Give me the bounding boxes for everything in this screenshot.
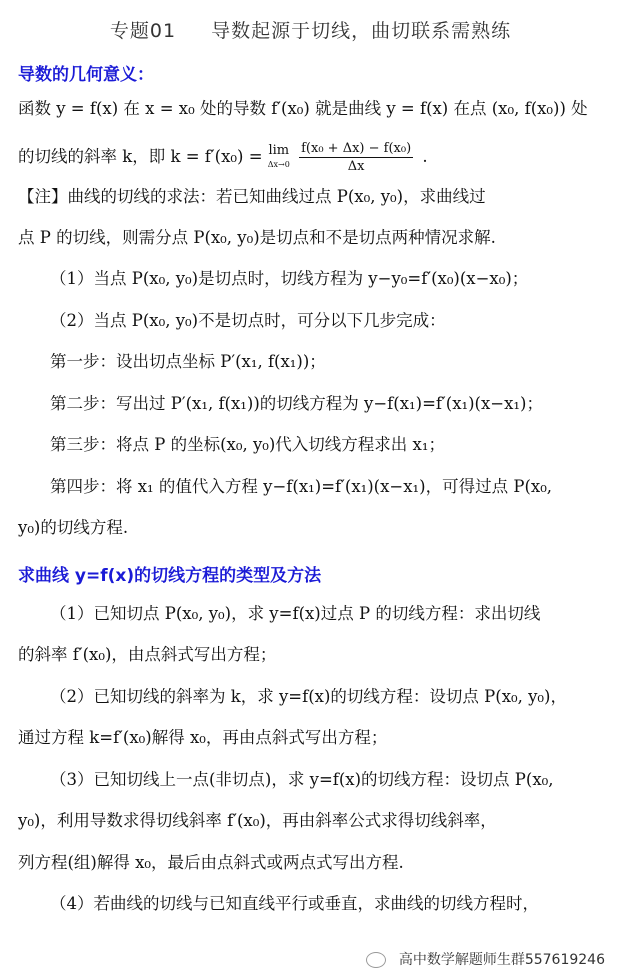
text-line: 的斜率 f′(x₀)，由点斜式写出方程； — [18, 645, 277, 664]
text-line: （2）当点 P(x₀, y₀)不是切点时，可分以下几步完成： — [50, 311, 446, 330]
text-line: 第二步：写出过 P′(x₁, f(x₁))的切线方程为 y−f(x₁)=f′(x₁)(x−x₁)； — [50, 394, 543, 413]
text-line: （4）若曲线的切线与已知直线平行或垂直，求曲线的切线方程时， — [50, 894, 539, 913]
watermark-footer — [366, 949, 605, 969]
text-line: 点 P 的切线，则需分点 P(x₀, y₀)是切点和不是切点两种情况求解. — [18, 228, 496, 247]
text-line: 【注】曲线的切线的求法：若已知曲线过点 P(x₀, y₀)，求曲线过 — [18, 187, 486, 206]
title-label: 专题01 — [109, 20, 177, 42]
limit-symbol — [268, 144, 290, 172]
text-line: （3）已知切线上一点(非切点)，求 y=f(x)的切线方程：设切点 P(x₀, — [50, 770, 554, 789]
section-heading-geometry: 导数的几何意义： — [18, 65, 154, 85]
fraction — [299, 140, 413, 175]
text-line: （2）已知切线的斜率为 k，求 y=f(x)的切线方程：设切点 P(x₀, y₀)， — [50, 687, 567, 706]
section-heading-tangent-types: 求曲线 y=f(x)的切线方程的类型及方法 — [18, 566, 322, 586]
watermark-text: 高中数学解题师生群557619246 — [398, 952, 605, 968]
text-line: （1）当点 P(x₀, y₀)是切点时，切线方程为 y−y₀=f′(x₀)(x−x₀)； — [50, 269, 529, 288]
text-line: 第四步：将 x₁ 的值代入方程 y−f(x₁)=f′(x₁)(x−x₁)，可得过点 P(x₀, — [50, 477, 553, 496]
fraction-numerator: f(x₀ + Δx) − f(x₀) — [301, 141, 412, 156]
wechat-icon — [366, 952, 386, 968]
limit-subscript: Δx→0 — [267, 159, 290, 169]
fraction-denominator: Δx — [347, 159, 365, 174]
text-line: y₀)，利用导数求得切线斜率 f′(x₀)，再由斜率公式求得切线斜率， — [18, 811, 497, 830]
text-line: 列方程(组)解得 x₀，最后由点斜式或两点式写出方程. — [18, 853, 404, 872]
title-text: 导数起源于切线，曲切联系需熟练 — [211, 20, 512, 42]
text-line: 第一步：设出切点坐标 P′(x₁, f(x₁))； — [50, 352, 326, 371]
text-line: y₀)的切线方程. — [18, 518, 129, 537]
limit-label: lim — [268, 142, 290, 158]
text-line: 函数 y = f(x) 在 x = x₀ 处的导数 f′(x₀) 就是曲线 y = f(x) 在点 (x₀, f(x₀)) 处 — [18, 99, 588, 118]
text-line: 通过方程 k=f′(x₀)解得 x₀，再由点斜式写出方程； — [18, 728, 388, 747]
text-line: 第三步：将点 P 的坐标(x₀, y₀)代入切线方程求出 x₁； — [50, 435, 445, 454]
text-line-formula — [18, 140, 428, 175]
formula-prefix: 的切线的斜率 k，即 k = f′(x₀) = — [18, 147, 268, 166]
formula-suffix: . — [422, 147, 428, 166]
page-title — [0, 16, 621, 43]
text-line: （1）已知切点 P(x₀, y₀)，求 y=f(x)过点 P 的切线方程：求出切线 — [50, 604, 541, 623]
